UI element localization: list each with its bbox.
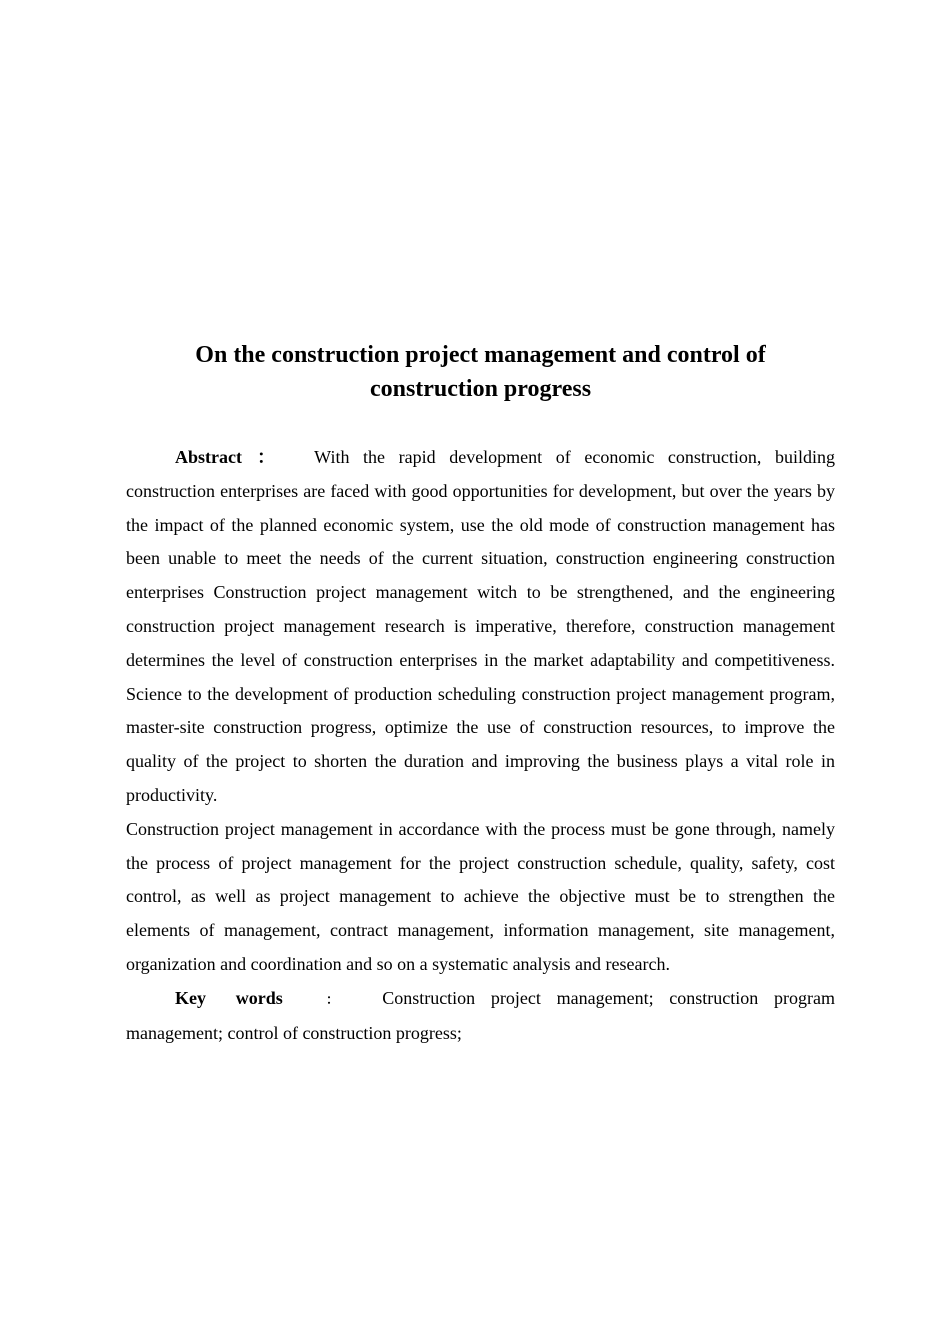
keywords-text: Construction project management; construction program management; control of construction progress; bbox=[126, 987, 835, 1043]
keywords-label: Key words bbox=[175, 987, 283, 1008]
keywords-colon: ： bbox=[314, 991, 351, 1007]
body-paragraph: Construction project management in accordance with the process must be gone through, namely the process of project management for the project construction schedule, quality, safety, cost control, as well as project management to achieve the objective must be to strengthen the elements of management, contract management, information management, site management, organization and coordination and so on a systematic analysis and research. bbox=[126, 818, 835, 974]
document-body bbox=[126, 441, 835, 1050]
title-line-2: construction progress bbox=[369, 376, 592, 402]
keywords-paragraph bbox=[126, 982, 835, 1051]
abstract-text: With the rapid development of economic construction, building construction enterprises are faced with good opportunities for development, but over the years by the impact of the planned economic system, use the old mode of construction management has been unable to meet the needs of the current situation, construction engineering construction enterprises Construction project management witch to be strengthened, and the engineering construction project management research is imperative, therefore, construction management determines the level of construction enterprises in the market adaptability and competitiveness. Science to the development of production scheduling construction project management program, master-site construction progress, optimize the use of construction resources, to improve the quality of the project to shorten the duration and improving the business plays a vital role in productivity. bbox=[126, 447, 835, 805]
document-title bbox=[126, 338, 835, 406]
title-line-1: On the construction project management and control of bbox=[195, 342, 766, 368]
abstract-label: Abstract bbox=[175, 447, 242, 467]
abstract-colon: ： bbox=[247, 447, 285, 467]
abstract-paragraph bbox=[126, 441, 835, 813]
